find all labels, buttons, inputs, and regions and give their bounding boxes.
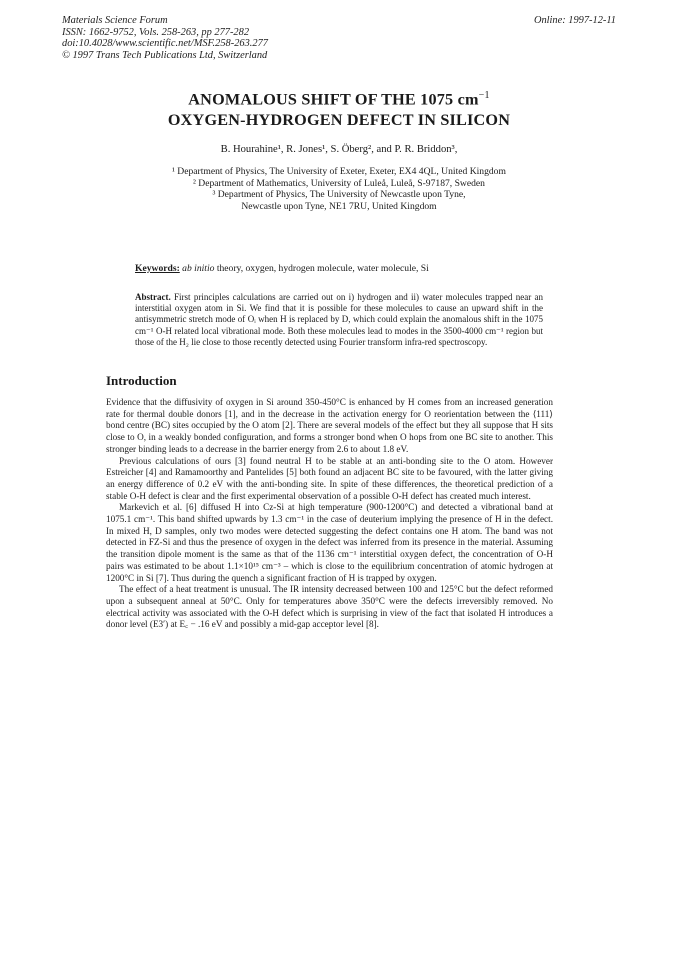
title-superscript: −1 — [478, 90, 490, 101]
title-line-1-text: ANOMALOUS SHIFT OF THE 1075 cm — [188, 90, 479, 109]
online-date: Online: 1997-12-11 — [533, 15, 616, 26]
paragraph-3: Markevich et al. [6] diffused H into Cz-Si at high temperature (900-1200°C) and detected a vibrational band at 1075.1 cm⁻¹. This band shifted upwards by 1.3 cm⁻¹ in the case of deuterium implying the presence of H in the defect. In mixed H, D samples, only two modes were detected suggesting the defect contains one H atom. The band was not detected in FZ-Si and thus the presence of oxygen in the defect was inferred from its presence in the material. Assuming the transition dipole moment is the same as that of the 1136 cm⁻¹ interstitial oxygen defect, the concentration of O-H pairs was estimated to be about 1.1×10¹⁵ cm⁻³ – which is close to the equilibrium concentration of atomic hydrogen at 1200°C in Si [7]. Thus during the quench a significant fraction of H is trapped by oxygen. — [106, 502, 553, 583]
doi-line: doi:10.4028/www.scientific.net/MSF.258-263.277 — [62, 38, 268, 50]
abstract-label: Abstract. — [135, 292, 171, 302]
header-citation — [62, 15, 616, 61]
paragraph-2: Previous calculations of ours [3] found neutral H to be stable at an anti-bonding site to the O atom. However Estreicher [4] and Ramamoorthy and Pantelides [5] both found an adjacent BC site to be favoured, with the latter giving an energy difference of 0.2 eV with the anti-bonding site. In spite of these differences, the theoretical prediction of a stable O-H defect is clear and the first experimental observation of a possible O-H defect has created much interest. — [106, 455, 553, 501]
keywords-text: theory, oxygen, hydrogen molecule, water molecule, Si — [214, 263, 429, 274]
abstract-text: First principles calculations are carried out on i) hydrogen and ii) water molecules trapped near an interstitial oxygen atom in Si. We find that it is possible for these molecules to cause an upward shift in the antisymmetric stretch mode of Oᵢ when H is replaced by D, which could explain the anomalous shift in the 1075 cm⁻¹ O-H related local vibrational mode. Both these molecules lead to modes in the 3500-4000 cm⁻¹ region but those of the H₂ lie close to those recently detected using Fourier transform infra-red spectroscopy. — [135, 292, 543, 347]
body-text — [106, 397, 553, 631]
author-list: B. Hourahine¹, R. Jones¹, S. Öberg², and P. R. Briddon³, — [220, 144, 458, 155]
paragraph-1: Evidence that the diffusivity of oxygen in Si around 350-450°C is enhanced by H comes from an increased generation rate for thermal double donors [1], and in the decrease in the activation energy for O reorientation between the ⟨111⟩ bond centre (BC) sites occupied by the O atom [2]. There are several models of the effect but they all suppose that H sits close to O, in a weakly bonded configuration, and forms a stronger bond when O hops from one BC site to another. This stronger binding leads to a decrease in the barrier energy from 2.6 to about 1.8 eV. — [106, 397, 553, 454]
title-line-2: OXYGEN-HYDROGEN DEFECT IN SILICON — [167, 111, 511, 130]
affiliation-1: ¹ Department of Physics, The University of Exeter, Exeter, EX4 4QL, United Kingdom — [172, 166, 506, 177]
title-line-1 — [100, 85, 578, 110]
issn-line: ISSN: 1662-9752, Vols. 258-263, pp 277-282 — [62, 26, 250, 38]
affiliations — [120, 166, 558, 212]
paragraph-4: The effect of a heat treatment is unusual. The IR intensity decreased between 100 and 125°C but the defect reformed upon a subsequent anneal at 50°C. Only for temperatures above 350°C were the defects irreversibly removed. No electrical activity was associated with the O-H defect which is surprising in view of the fact that isolated H introduces a donor level (E3′) at E꜀ − .16 eV and possibly a mid-gap acceptor level [8]. — [106, 584, 553, 630]
keywords — [135, 263, 543, 274]
page-header — [62, 15, 616, 61]
keywords-label: Keywords: — [135, 263, 180, 274]
affiliation-3: ³ Department of Physics, The University of Newcastle upon Tyne, — [212, 189, 466, 201]
copyright-line: © 1997 Trans Tech Publications Ltd, Switzerland — [62, 49, 268, 61]
keywords-italic: ab initio — [182, 263, 215, 274]
affiliation-2: ² Department of Mathematics, University of Luleå, Luleå, S-97187, Sweden — [193, 177, 485, 189]
abstract — [135, 292, 543, 348]
section-title: Introduction — [106, 373, 177, 388]
journal-name: Materials Science Forum — [62, 15, 168, 26]
paper-title — [100, 85, 578, 131]
affiliation-3-cont: Newcastle upon Tyne, NE1 7RU, United Kingdom — [241, 200, 437, 212]
